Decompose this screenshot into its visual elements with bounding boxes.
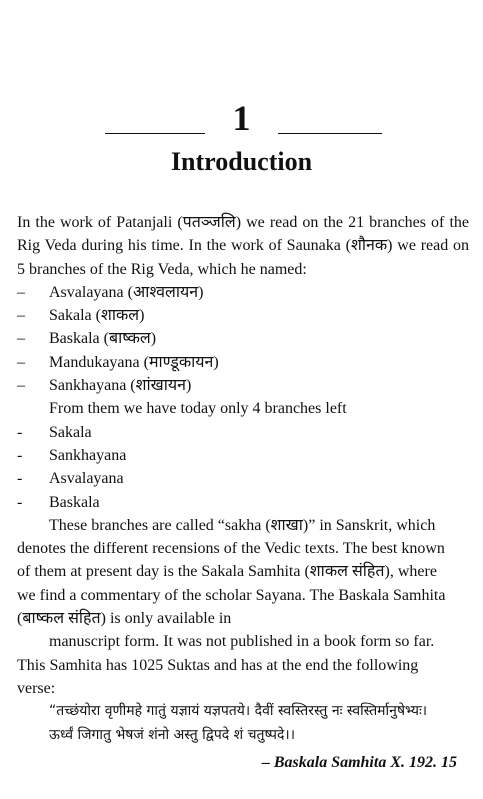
verse-line: “तच्छंयोरा वृणीमहे गातुं यज्ञायं यज्ञपतये। दैवीं स्वस्तिरस्तु नः स्वस्तिर्मानुषेभ्यः।: [49, 703, 428, 720]
list-item-text: Asvalayana: [49, 470, 124, 488]
list-item-text: Sankhayana: [49, 446, 127, 464]
chapter-number: 1: [232, 98, 251, 138]
list-marker: –: [17, 330, 25, 348]
list-marker: -: [17, 493, 23, 511]
list-item: [17, 467, 469, 490]
text-line: manuscript form. It was not published in a book form so far.: [49, 633, 435, 651]
verse-line: ऊर्ध्वं जिगातु भेषजं शंनो अस्तु द्विपदे शं चतुष्पदे।।: [49, 726, 296, 743]
list-marker: -: [17, 470, 23, 488]
list-item: [17, 374, 469, 397]
branch-list-four: [17, 421, 469, 514]
text-line: verse:: [17, 679, 56, 697]
chapter-title: Introduction: [170, 147, 313, 176]
list-marker: –: [17, 353, 25, 371]
list-item-text: Baskala: [49, 493, 100, 511]
heading-rule-right: [278, 133, 382, 134]
text-line: (बाष्कल संहित) is only available in: [17, 610, 232, 628]
list-marker: -: [17, 423, 23, 441]
list-item-text: Mandukayana (माण्डूकायन): [49, 353, 219, 371]
list-item-text: Sakala: [49, 423, 92, 441]
list-marker: –: [17, 283, 25, 301]
text-line: These branches are called “sakha (शाखा)” in Sanskrit, which: [49, 516, 436, 534]
remaining-branches-intro: From them we have today only 4 branches left: [49, 400, 347, 418]
list-marker: -: [17, 446, 23, 464]
sanskrit-verse: [17, 700, 469, 747]
list-item: [17, 491, 469, 514]
list-item-text: Asvalayana (आश्वलायन): [49, 283, 204, 301]
text-line: we find a commentary of the scholar Sayana. The Baskala Samhita: [17, 586, 446, 604]
list-item: [17, 281, 469, 304]
list-item: [17, 351, 469, 374]
list-item: [17, 444, 469, 467]
verse-attribution: – Baskala Samhita X. 192. 15: [261, 753, 457, 771]
list-marker: –: [17, 377, 25, 395]
list-marker: –: [17, 307, 25, 325]
branch-list-five: [17, 281, 469, 397]
list-item: [17, 304, 469, 327]
body-text: [17, 211, 469, 774]
intro-paragraph: In the work of Patanjali (पतञ्जलि) we read on the 21 branches of the Rig Veda during his time. In the work of Saunaka (शौनक) we read on 5 branches of the Rig Veda, which he named:: [17, 214, 469, 278]
sakha-paragraph: [17, 514, 469, 700]
list-item-text: Sankhayana (शांखायन): [49, 377, 192, 395]
list-item-text: Baskala (बाष्कल): [49, 330, 157, 348]
text-line: This Samhita has 1025 Suktas and has at the end the following: [17, 656, 419, 674]
text-line: of them at present day is the Sakala Samhita (शाकल संहित), where: [17, 563, 437, 581]
list-item: [17, 421, 469, 444]
text-line: denotes the different recensions of the Vedic texts. The best known: [17, 540, 445, 558]
list-item: [17, 327, 469, 350]
list-item-text: Sakala (शाकल): [49, 307, 145, 325]
